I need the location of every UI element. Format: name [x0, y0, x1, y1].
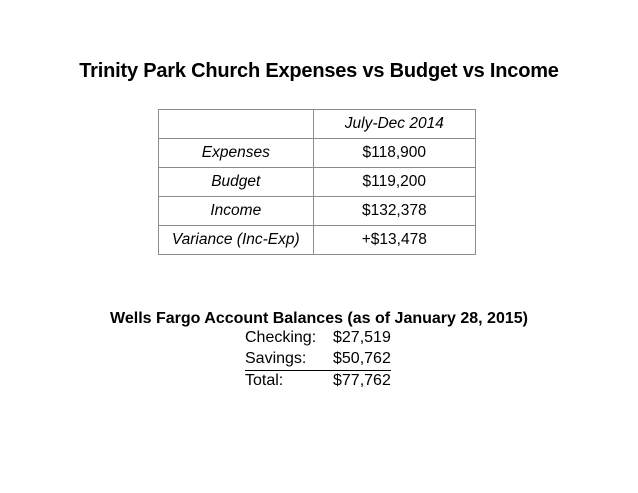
balances-title: Wells Fargo Account Balances (as of January 28, 2015): [110, 310, 528, 327]
row-label-budget: Budget: [159, 168, 314, 197]
table-row: [159, 168, 476, 197]
summary-table: [158, 109, 476, 255]
row-value-budget: $119,200: [313, 168, 475, 197]
balance-label-total: Total:: [245, 372, 284, 389]
balance-value-savings: $50,762: [333, 350, 391, 367]
header-cell-empty: [159, 110, 314, 139]
row-value-income: $132,378: [313, 197, 475, 226]
balance-label-checking: Checking:: [245, 329, 317, 346]
header-cell-period: July-Dec 2014: [313, 110, 475, 139]
row-value-expenses: $118,900: [313, 139, 475, 168]
balance-value-total: $77,762: [333, 372, 391, 389]
table-row: [159, 197, 476, 226]
table-row: [159, 226, 476, 255]
row-label-expenses: Expenses: [159, 139, 314, 168]
table-row: [159, 139, 476, 168]
row-value-variance: +$13,478: [313, 226, 475, 255]
balance-row-savings: [245, 348, 391, 371]
row-label-income: Income: [159, 197, 314, 226]
row-label-variance: Variance (Inc-Exp): [159, 226, 314, 255]
balance-label-savings: Savings:: [245, 350, 307, 367]
balance-value-checking: $27,519: [333, 329, 391, 346]
table-header-row: [159, 110, 476, 139]
page-title: Trinity Park Church Expenses vs Budget vs Income: [79, 60, 559, 82]
